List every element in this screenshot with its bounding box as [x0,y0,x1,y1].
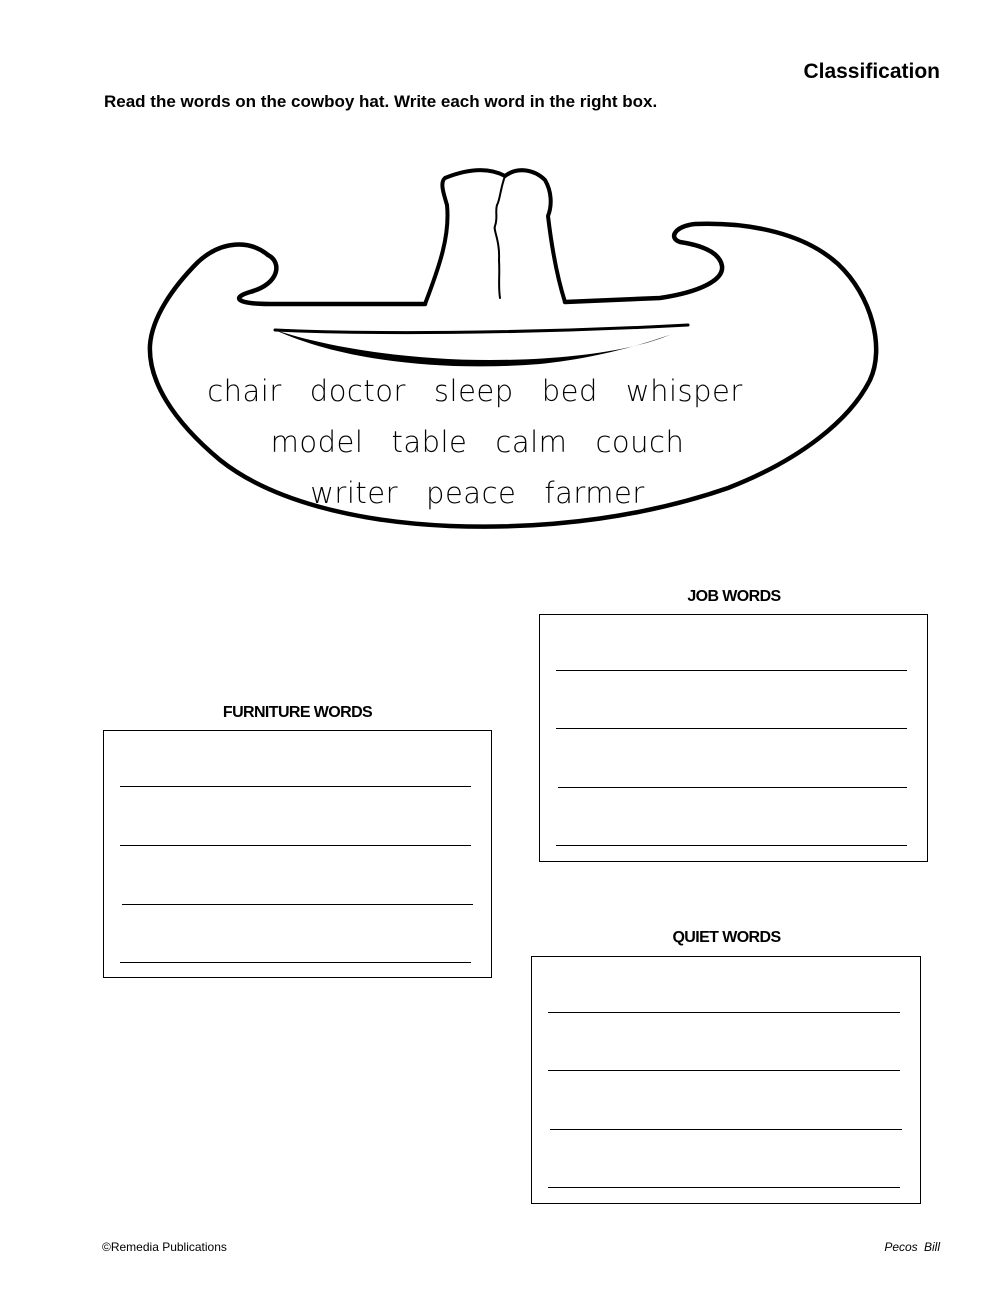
furniture-answer-line[interactable] [120,962,471,963]
furniture-words-label: FURNITURE WORDS [222,704,373,721]
worksheet-title: Classification [803,60,940,83]
publisher-credit: ©Remedia Publications [102,1240,227,1254]
quiet-answer-line[interactable] [548,1012,900,1013]
hat-word: bed [541,374,598,408]
hat-word: doctor [309,374,406,408]
quiet-answer-line[interactable] [548,1070,900,1071]
hat-word-row-2 [0,425,955,459]
hat-word: whisper [625,374,743,408]
furniture-answer-line[interactable] [120,845,471,846]
hat-word: chair [207,374,282,408]
furniture-words-box [103,730,492,978]
instructions-text: Read the words on the cowboy hat. Write each word in the right box. [104,92,658,111]
hat-inner-brim-line [275,325,688,333]
hat-crown-crease [495,176,505,298]
job-words-label: JOB WORDS [687,588,781,605]
hat-brim-left-edge [239,255,425,304]
hat-word: sleep [433,374,514,408]
hat-inner-brim-shadow [275,330,672,366]
quiet-words-box [531,956,921,1204]
quiet-answer-line[interactable] [548,1187,900,1188]
hat-word: couch [595,425,685,459]
book-title: Pecos Bill [884,1240,940,1254]
job-words-box [539,614,928,862]
furniture-answer-line[interactable] [120,786,471,787]
hat-word-row-3 [0,476,955,510]
job-answer-line[interactable] [558,787,907,788]
quiet-words-label: QUIET WORDS [672,929,781,946]
hat-word: peace [426,476,517,510]
hat-word: table [391,425,468,459]
hat-word-row-1 [0,374,950,408]
furniture-answer-line[interactable] [122,904,473,905]
job-answer-line[interactable] [556,845,907,846]
hat-word: calm [495,425,568,459]
job-answer-line[interactable] [556,728,907,729]
hat-word: model [270,425,364,459]
hat-crown-outline [425,170,565,304]
job-answer-line[interactable] [556,670,907,671]
hat-word: writer [310,476,399,510]
quiet-answer-line[interactable] [550,1129,902,1130]
hat-word: farmer [544,476,645,510]
